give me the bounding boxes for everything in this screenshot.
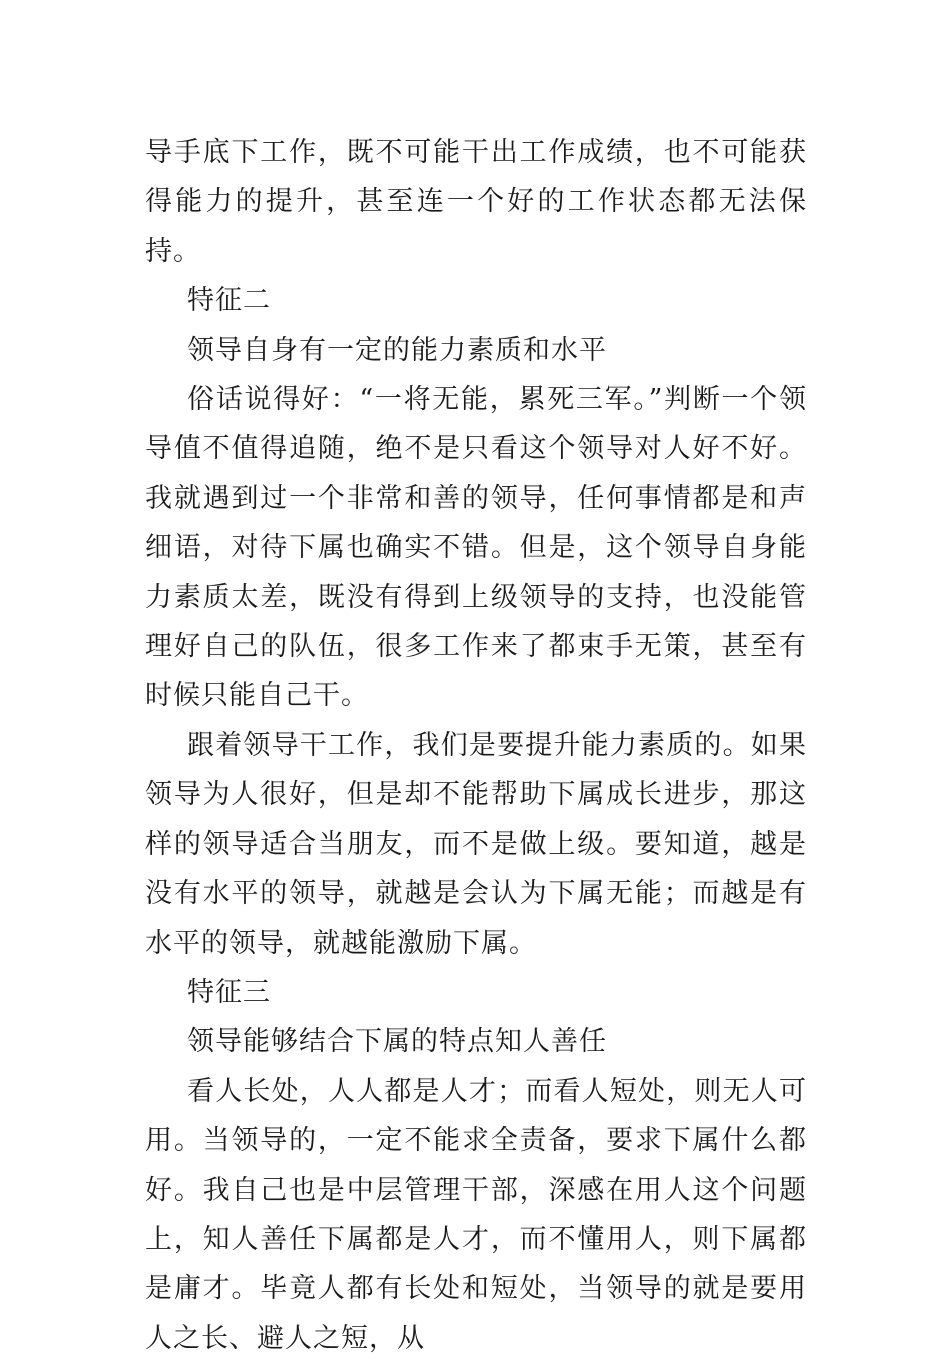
paragraph-continuation: 导手底下工作，既不可能干出工作成绩，也不可能获得能力的提升，甚至连一个好的工作状态都无法保持。 (145, 137, 807, 267)
paragraph-body: 俗话说得好：“一将无能，累死三军。”判断一个领导值不值得追随，绝不是只看这个领导对人好不好。我就遇到过一个非常和善的领导，任何事情都是和声细语，对待下属也确实不错。但是，这个领导自身能力素质太差，既没有得到上级领导的支持，也没能管理好自己的队伍，很多工作来了都束手无策，甚至有时候只能自己干。 (145, 384, 807, 712)
section-heading-feature-three: 特征三 (187, 976, 271, 1008)
paragraph-body: 跟着领导干工作，我们是要提升能力素质的。如果领导为人很好，但是却不能帮助下属成长进步，那这样的领导适合当朋友，而不是做上级。要知道，越是没有水平的领导，就越是会认为下属无能；而越是有水平的领导，就越能激励下属。 (145, 729, 807, 959)
section-subheading-know-people: 领导能够结合下属的特点知人善任 (187, 1026, 607, 1058)
document-body (145, 128, 807, 1363)
section-heading-feature-two: 特征二 (187, 285, 271, 317)
paragraph-body: 看人长处，人人都是人才；而看人短处，则无人可用。当领导的，一定不能求全责备，要求下属什么都好。我自己也是中层管理干部，深感在用人这个问题上，知人善任下属都是人才，而不懂用人，则下属都是庸才。毕竟人都有长处和短处，当领导的就是要用人之长、避人之短，从 (145, 1075, 807, 1354)
section-subheading-ability: 领导自身有一定的能力素质和水平 (187, 334, 607, 366)
